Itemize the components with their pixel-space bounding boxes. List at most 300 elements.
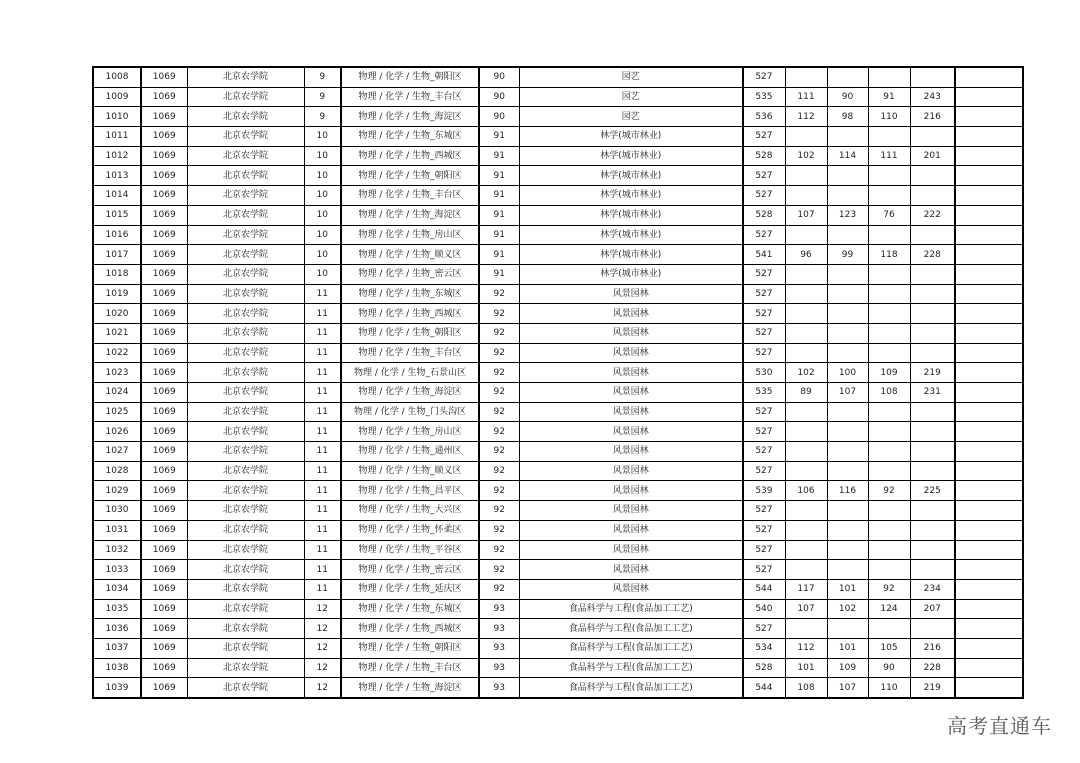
table-row <box>93 442 1023 462</box>
school-code-cell: 1069 <box>141 186 187 206</box>
group-cell: 11 <box>304 383 341 403</box>
english-score-cell <box>868 304 910 324</box>
min-score-cell: 527 <box>743 619 785 639</box>
school-name-cell: 北京农学院 <box>187 225 304 245</box>
math-score-cell <box>827 560 868 580</box>
seq-cell: 1019 <box>93 284 141 304</box>
min-score-cell: 527 <box>743 520 785 540</box>
math-score-cell <box>827 323 868 343</box>
chinese-score-cell <box>785 540 827 560</box>
min-score-cell: 527 <box>743 461 785 481</box>
elective-score-cell <box>910 343 955 363</box>
math-score-cell <box>827 461 868 481</box>
seq-cell: 1012 <box>93 146 141 166</box>
school-name-cell: 北京农学院 <box>187 107 304 127</box>
subject-requirement-cell: 物理 / 化学 / 生物_密云区 <box>341 560 479 580</box>
seq-cell: 1024 <box>93 383 141 403</box>
group-cell: 11 <box>304 284 341 304</box>
school-code-cell: 1069 <box>141 501 187 521</box>
school-code-cell: 1069 <box>141 461 187 481</box>
remark-cell <box>955 363 1023 383</box>
major-code-cell: 90 <box>479 87 519 107</box>
school-code-cell: 1069 <box>141 422 187 442</box>
table-row <box>93 481 1023 501</box>
elective-score-cell <box>910 461 955 481</box>
table-row <box>93 520 1023 540</box>
school-code-cell: 1069 <box>141 284 187 304</box>
subject-requirement-cell: 物理 / 化学 / 生物_海淀区 <box>341 107 479 127</box>
major-code-cell: 92 <box>479 481 519 501</box>
seq-cell: 1031 <box>93 520 141 540</box>
min-score-cell: 527 <box>743 402 785 422</box>
group-cell: 10 <box>304 186 341 206</box>
group-cell: 12 <box>304 599 341 619</box>
major-name-cell: 风景园林 <box>519 501 743 521</box>
major-code-cell: 91 <box>479 146 519 166</box>
min-score-cell: 527 <box>743 186 785 206</box>
subject-requirement-cell: 物理 / 化学 / 生物_房山区 <box>341 422 479 442</box>
english-score-cell: 76 <box>868 205 910 225</box>
remark-cell <box>955 186 1023 206</box>
remark-cell <box>955 658 1023 678</box>
chinese-score-cell: 101 <box>785 658 827 678</box>
table-row <box>93 540 1023 560</box>
major-code-cell: 93 <box>479 638 519 658</box>
min-score-cell: 544 <box>743 678 785 698</box>
major-code-cell: 92 <box>479 461 519 481</box>
major-code-cell: 91 <box>479 186 519 206</box>
major-code-cell: 90 <box>479 107 519 127</box>
school-code-cell: 1069 <box>141 638 187 658</box>
chinese-score-cell <box>785 619 827 639</box>
english-score-cell <box>868 520 910 540</box>
seq-cell: 1018 <box>93 264 141 284</box>
min-score-cell: 530 <box>743 363 785 383</box>
math-score-cell: 116 <box>827 481 868 501</box>
school-name-cell: 北京农学院 <box>187 520 304 540</box>
min-score-cell: 539 <box>743 481 785 501</box>
chinese-score-cell: 89 <box>785 383 827 403</box>
school-name-cell: 北京农学院 <box>187 343 304 363</box>
subject-requirement-cell: 物理 / 化学 / 生物_西城区 <box>341 146 479 166</box>
major-name-cell: 园艺 <box>519 67 743 87</box>
chinese-score-cell: 102 <box>785 363 827 383</box>
remark-cell <box>955 107 1023 127</box>
school-code-cell: 1069 <box>141 402 187 422</box>
elective-score-cell: 231 <box>910 383 955 403</box>
school-name-cell: 北京农学院 <box>187 402 304 422</box>
min-score-cell: 535 <box>743 87 785 107</box>
major-code-cell: 92 <box>479 284 519 304</box>
group-cell: 11 <box>304 540 341 560</box>
school-name-cell: 北京农学院 <box>187 560 304 580</box>
major-name-cell: 风景园林 <box>519 442 743 462</box>
remark-cell <box>955 540 1023 560</box>
table-row <box>93 579 1023 599</box>
seq-cell: 1009 <box>93 87 141 107</box>
seq-cell: 1011 <box>93 127 141 147</box>
group-cell: 9 <box>304 67 341 87</box>
chinese-score-cell: 96 <box>785 245 827 265</box>
major-code-cell: 91 <box>479 166 519 186</box>
min-score-cell: 528 <box>743 205 785 225</box>
chinese-score-cell <box>785 442 827 462</box>
major-code-cell: 92 <box>479 304 519 324</box>
school-code-cell: 1069 <box>141 166 187 186</box>
major-name-cell: 林学(城市林业) <box>519 186 743 206</box>
subject-requirement-cell: 物理 / 化学 / 生物_丰台区 <box>341 186 479 206</box>
chinese-score-cell <box>785 264 827 284</box>
table-row <box>93 245 1023 265</box>
major-code-cell: 91 <box>479 205 519 225</box>
chinese-score-cell <box>785 343 827 363</box>
major-code-cell: 92 <box>479 560 519 580</box>
major-code-cell: 92 <box>479 579 519 599</box>
elective-score-cell <box>910 422 955 442</box>
remark-cell <box>955 87 1023 107</box>
remark-cell <box>955 619 1023 639</box>
seq-cell: 1020 <box>93 304 141 324</box>
major-code-cell: 92 <box>479 540 519 560</box>
math-score-cell <box>827 186 868 206</box>
elective-score-cell <box>910 520 955 540</box>
seq-cell: 1037 <box>93 638 141 658</box>
min-score-cell: 527 <box>743 343 785 363</box>
school-name-cell: 北京农学院 <box>187 422 304 442</box>
remark-cell <box>955 599 1023 619</box>
watermark-text: 高考直通车 <box>947 714 1052 738</box>
major-code-cell: 92 <box>479 442 519 462</box>
group-cell: 10 <box>304 166 341 186</box>
group-cell: 11 <box>304 363 341 383</box>
min-score-cell: 541 <box>743 245 785 265</box>
major-code-cell: 92 <box>479 323 519 343</box>
table-row <box>93 67 1023 87</box>
subject-requirement-cell: 物理 / 化学 / 生物_西城区 <box>341 619 479 639</box>
seq-cell: 1015 <box>93 205 141 225</box>
table-row <box>93 638 1023 658</box>
min-score-cell: 528 <box>743 658 785 678</box>
school-code-cell: 1069 <box>141 205 187 225</box>
school-code-cell: 1069 <box>141 579 187 599</box>
chinese-score-cell: 106 <box>785 481 827 501</box>
table-row <box>93 107 1023 127</box>
min-score-cell: 527 <box>743 225 785 245</box>
school-code-cell: 1069 <box>141 560 187 580</box>
school-code-cell: 1069 <box>141 678 187 698</box>
school-code-cell: 1069 <box>141 343 187 363</box>
school-code-cell: 1069 <box>141 87 187 107</box>
subject-requirement-cell: 物理 / 化学 / 生物_丰台区 <box>341 658 479 678</box>
major-name-cell: 食品科学与工程(食品加工工艺) <box>519 599 743 619</box>
min-score-cell: 527 <box>743 127 785 147</box>
english-score-cell <box>868 619 910 639</box>
school-name-cell: 北京农学院 <box>187 658 304 678</box>
elective-score-cell: 225 <box>910 481 955 501</box>
chinese-score-cell <box>785 422 827 442</box>
major-name-cell: 园艺 <box>519 107 743 127</box>
subject-requirement-cell: 物理 / 化学 / 生物_朝阳区 <box>341 166 479 186</box>
english-score-cell <box>868 284 910 304</box>
group-cell: 11 <box>304 520 341 540</box>
english-score-cell <box>868 343 910 363</box>
min-score-cell: 527 <box>743 284 785 304</box>
subject-requirement-cell: 物理 / 化学 / 生物_丰台区 <box>341 87 479 107</box>
subject-requirement-cell: 物理 / 化学 / 生物_门头沟区 <box>341 402 479 422</box>
math-score-cell: 107 <box>827 678 868 698</box>
seq-cell: 1036 <box>93 619 141 639</box>
english-score-cell: 110 <box>868 678 910 698</box>
major-name-cell: 风景园林 <box>519 520 743 540</box>
remark-cell <box>955 481 1023 501</box>
group-cell: 10 <box>304 245 341 265</box>
school-code-cell: 1069 <box>141 264 187 284</box>
group-cell: 10 <box>304 264 341 284</box>
subject-requirement-cell: 物理 / 化学 / 生物_密云区 <box>341 264 479 284</box>
subject-requirement-cell: 物理 / 化学 / 生物_石景山区 <box>341 363 479 383</box>
elective-score-cell <box>910 67 955 87</box>
remark-cell <box>955 402 1023 422</box>
min-score-cell: 527 <box>743 323 785 343</box>
school-code-cell: 1069 <box>141 67 187 87</box>
english-score-cell <box>868 422 910 442</box>
school-name-cell: 北京农学院 <box>187 461 304 481</box>
english-score-cell <box>868 560 910 580</box>
group-cell: 11 <box>304 343 341 363</box>
major-name-cell: 风景园林 <box>519 422 743 442</box>
seq-cell: 1017 <box>93 245 141 265</box>
math-score-cell <box>827 520 868 540</box>
remark-cell <box>955 638 1023 658</box>
group-cell: 11 <box>304 501 341 521</box>
elective-score-cell: 228 <box>910 245 955 265</box>
min-score-cell: 527 <box>743 166 785 186</box>
major-name-cell: 林学(城市林业) <box>519 264 743 284</box>
remark-cell <box>955 579 1023 599</box>
elective-score-cell: 216 <box>910 107 955 127</box>
elective-score-cell: 222 <box>910 205 955 225</box>
table-row <box>93 323 1023 343</box>
subject-requirement-cell: 物理 / 化学 / 生物_海淀区 <box>341 205 479 225</box>
elective-score-cell <box>910 284 955 304</box>
group-cell: 12 <box>304 678 341 698</box>
major-name-cell: 林学(城市林业) <box>519 127 743 147</box>
group-cell: 10 <box>304 225 341 245</box>
group-cell: 11 <box>304 579 341 599</box>
school-name-cell: 北京农学院 <box>187 166 304 186</box>
elective-score-cell <box>910 501 955 521</box>
english-score-cell <box>868 166 910 186</box>
chinese-score-cell <box>785 501 827 521</box>
school-name-cell: 北京农学院 <box>187 245 304 265</box>
school-name-cell: 北京农学院 <box>187 501 304 521</box>
subject-requirement-cell: 物理 / 化学 / 生物_朝阳区 <box>341 67 479 87</box>
seq-cell: 1032 <box>93 540 141 560</box>
min-score-cell: 527 <box>743 264 785 284</box>
group-cell: 10 <box>304 127 341 147</box>
major-code-cell: 93 <box>479 658 519 678</box>
major-name-cell: 风景园林 <box>519 560 743 580</box>
chinese-score-cell <box>785 560 827 580</box>
min-score-cell: 544 <box>743 579 785 599</box>
chinese-score-cell <box>785 225 827 245</box>
school-name-cell: 北京农学院 <box>187 87 304 107</box>
subject-requirement-cell: 物理 / 化学 / 生物_大兴区 <box>341 501 479 521</box>
school-code-cell: 1069 <box>141 107 187 127</box>
math-score-cell <box>827 67 868 87</box>
major-name-cell: 林学(城市林业) <box>519 166 743 186</box>
english-score-cell <box>868 501 910 521</box>
elective-score-cell <box>910 540 955 560</box>
remark-cell <box>955 284 1023 304</box>
major-name-cell: 风景园林 <box>519 383 743 403</box>
elective-score-cell: 243 <box>910 87 955 107</box>
major-name-cell: 风景园林 <box>519 579 743 599</box>
math-score-cell <box>827 422 868 442</box>
elective-score-cell <box>910 442 955 462</box>
major-name-cell: 风景园林 <box>519 461 743 481</box>
subject-requirement-cell: 物理 / 化学 / 生物_东城区 <box>341 599 479 619</box>
school-name-cell: 北京农学院 <box>187 619 304 639</box>
subject-requirement-cell: 物理 / 化学 / 生物_顺义区 <box>341 461 479 481</box>
subject-requirement-cell: 物理 / 化学 / 生物_西城区 <box>341 304 479 324</box>
group-cell: 10 <box>304 146 341 166</box>
math-score-cell: 100 <box>827 363 868 383</box>
remark-cell <box>955 146 1023 166</box>
remark-cell <box>955 442 1023 462</box>
subject-requirement-cell: 物理 / 化学 / 生物_房山区 <box>341 225 479 245</box>
major-name-cell: 林学(城市林业) <box>519 245 743 265</box>
school-name-cell: 北京农学院 <box>187 127 304 147</box>
school-name-cell: 北京农学院 <box>187 186 304 206</box>
min-score-cell: 527 <box>743 442 785 462</box>
chinese-score-cell <box>785 166 827 186</box>
english-score-cell <box>868 186 910 206</box>
chinese-score-cell: 112 <box>785 638 827 658</box>
math-score-cell <box>827 304 868 324</box>
major-name-cell: 风景园林 <box>519 540 743 560</box>
chinese-score-cell <box>785 461 827 481</box>
math-score-cell <box>827 264 868 284</box>
school-name-cell: 北京农学院 <box>187 599 304 619</box>
math-score-cell: 102 <box>827 599 868 619</box>
chinese-score-cell: 108 <box>785 678 827 698</box>
chinese-score-cell <box>785 67 827 87</box>
math-score-cell <box>827 402 868 422</box>
school-code-cell: 1069 <box>141 363 187 383</box>
school-code-cell: 1069 <box>141 599 187 619</box>
math-score-cell <box>827 501 868 521</box>
group-cell: 10 <box>304 205 341 225</box>
elective-score-cell <box>910 166 955 186</box>
remark-cell <box>955 127 1023 147</box>
min-score-cell: 540 <box>743 599 785 619</box>
group-cell: 11 <box>304 560 341 580</box>
math-score-cell: 90 <box>827 87 868 107</box>
english-score-cell <box>868 461 910 481</box>
remark-cell <box>955 343 1023 363</box>
major-name-cell: 风景园林 <box>519 363 743 383</box>
table-row <box>93 87 1023 107</box>
elective-score-cell <box>910 264 955 284</box>
school-code-cell: 1069 <box>141 127 187 147</box>
seq-cell: 1022 <box>93 343 141 363</box>
math-score-cell <box>827 540 868 560</box>
group-cell: 11 <box>304 481 341 501</box>
math-score-cell: 109 <box>827 658 868 678</box>
seq-cell: 1008 <box>93 67 141 87</box>
chinese-score-cell: 107 <box>785 599 827 619</box>
table-row <box>93 501 1023 521</box>
chinese-score-cell: 117 <box>785 579 827 599</box>
group-cell: 11 <box>304 402 341 422</box>
remark-cell <box>955 560 1023 580</box>
math-score-cell <box>827 343 868 363</box>
chinese-score-cell <box>785 323 827 343</box>
min-score-cell: 527 <box>743 501 785 521</box>
english-score-cell: 109 <box>868 363 910 383</box>
seq-cell: 1034 <box>93 579 141 599</box>
subject-requirement-cell: 物理 / 化学 / 生物_延庆区 <box>341 579 479 599</box>
elective-score-cell: 216 <box>910 638 955 658</box>
english-score-cell <box>868 225 910 245</box>
seq-cell: 1014 <box>93 186 141 206</box>
school-name-cell: 北京农学院 <box>187 540 304 560</box>
math-score-cell <box>827 442 868 462</box>
remark-cell <box>955 205 1023 225</box>
school-name-cell: 北京农学院 <box>187 638 304 658</box>
min-score-cell: 535 <box>743 383 785 403</box>
major-code-cell: 93 <box>479 599 519 619</box>
elective-score-cell: 228 <box>910 658 955 678</box>
school-name-cell: 北京农学院 <box>187 264 304 284</box>
school-name-cell: 北京农学院 <box>187 304 304 324</box>
elective-score-cell: 201 <box>910 146 955 166</box>
table-row <box>93 186 1023 206</box>
seq-cell: 1028 <box>93 461 141 481</box>
english-score-cell: 108 <box>868 383 910 403</box>
table-row <box>93 146 1023 166</box>
school-code-cell: 1069 <box>141 442 187 462</box>
english-score-cell: 91 <box>868 87 910 107</box>
elective-score-cell: 219 <box>910 363 955 383</box>
subject-requirement-cell: 物理 / 化学 / 生物_朝阳区 <box>341 638 479 658</box>
table-row <box>93 363 1023 383</box>
school-name-cell: 北京农学院 <box>187 323 304 343</box>
table-row <box>93 560 1023 580</box>
remark-cell <box>955 461 1023 481</box>
english-score-cell: 118 <box>868 245 910 265</box>
seq-cell: 1035 <box>93 599 141 619</box>
english-score-cell: 90 <box>868 658 910 678</box>
elective-score-cell <box>910 619 955 639</box>
english-score-cell <box>868 323 910 343</box>
remark-cell <box>955 304 1023 324</box>
math-score-cell: 123 <box>827 205 868 225</box>
seq-cell: 1021 <box>93 323 141 343</box>
major-code-cell: 92 <box>479 402 519 422</box>
table-row <box>93 264 1023 284</box>
school-name-cell: 北京农学院 <box>187 146 304 166</box>
seq-cell: 1030 <box>93 501 141 521</box>
english-score-cell <box>868 127 910 147</box>
table-row <box>93 619 1023 639</box>
subject-requirement-cell: 物理 / 化学 / 生物_朝阳区 <box>341 323 479 343</box>
table-row <box>93 461 1023 481</box>
subject-requirement-cell: 物理 / 化学 / 生物_怀柔区 <box>341 520 479 540</box>
table-row <box>93 343 1023 363</box>
chinese-score-cell: 107 <box>785 205 827 225</box>
